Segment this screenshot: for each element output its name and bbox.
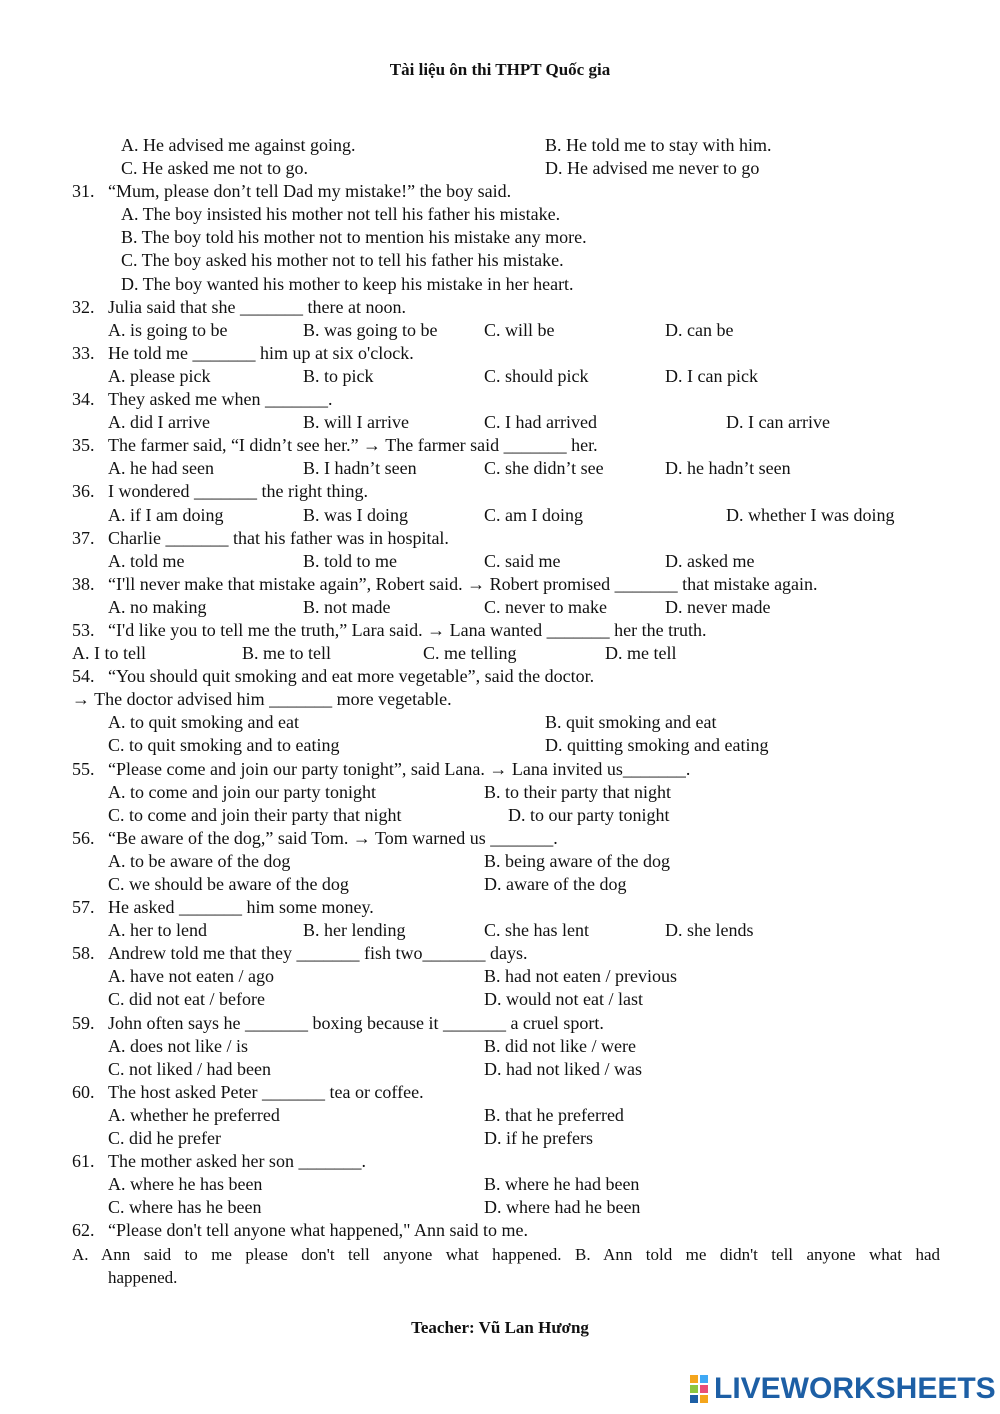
question-line bbox=[0, 1173, 1000, 1196]
question-line bbox=[0, 1058, 1000, 1081]
question-text: “Please don't tell anyone what happened," Ann said to me. bbox=[108, 1220, 528, 1241]
question-line bbox=[0, 1035, 1000, 1058]
answer-option: C. where has he been bbox=[108, 1197, 262, 1218]
question-line bbox=[0, 642, 1000, 665]
question-line bbox=[0, 688, 1000, 711]
answer-option: D. He advised me never to go bbox=[545, 158, 760, 179]
question-number: 33. bbox=[72, 342, 95, 363]
question-line bbox=[0, 1104, 1000, 1127]
question-number: 34. bbox=[72, 389, 95, 410]
question-line bbox=[0, 134, 1000, 157]
question-line bbox=[0, 157, 1000, 180]
answer-option: B. me to tell bbox=[242, 643, 331, 664]
question-line bbox=[0, 1150, 1000, 1173]
answer-option: B. will I arrive bbox=[303, 412, 409, 433]
question-line bbox=[0, 1196, 1000, 1219]
answer-option: C. not liked / had been bbox=[108, 1058, 271, 1079]
question-line bbox=[0, 988, 1000, 1011]
answer-option-continued: happened. bbox=[108, 1267, 178, 1287]
question-line bbox=[0, 734, 1000, 757]
answer-option: B. her lending bbox=[303, 920, 406, 941]
answer-option: C. we should be aware of the dog bbox=[108, 874, 349, 894]
question-line bbox=[0, 619, 1000, 642]
answer-option: B. The boy told his mother not to mention his mistake any more. bbox=[121, 227, 587, 248]
question-number: 32. bbox=[72, 296, 95, 317]
answer-option: C. she has lent bbox=[484, 920, 589, 941]
question-line bbox=[0, 596, 1000, 619]
question-text: The farmer said, “I didn’t see her.” → The farmer said _______ her. bbox=[108, 435, 598, 456]
question-number: 57. bbox=[72, 897, 95, 918]
answer-option: A. where he has been bbox=[108, 1174, 263, 1195]
question-text: “You should quit smoking and eat more vegetable”, said the doctor. bbox=[108, 666, 595, 687]
question-line bbox=[0, 758, 1000, 781]
answer-option: D. to our party tonight bbox=[508, 804, 670, 825]
answer-option: A. her to lend bbox=[108, 920, 207, 941]
answer-option: D. she lends bbox=[665, 920, 754, 941]
answer-option: A. have not eaten / ago bbox=[108, 966, 274, 987]
question-text: He told me _______ him up at six o'clock. bbox=[108, 342, 414, 363]
question-line bbox=[0, 296, 1000, 319]
answer-option: C. should pick bbox=[484, 365, 589, 386]
answer-option: C. I had arrived bbox=[484, 412, 597, 433]
answer-option: D. would not eat / last bbox=[484, 989, 643, 1010]
answer-option: A. told me bbox=[108, 550, 185, 571]
answer-option: A. to quit smoking and eat bbox=[108, 712, 299, 733]
question-number: 59. bbox=[72, 1012, 95, 1033]
question-list bbox=[0, 134, 1000, 1289]
question-line bbox=[0, 1266, 1000, 1289]
answer-option: A. He advised me against going. bbox=[121, 135, 356, 155]
question-text: Andrew told me that they _______ fish two_______ days. bbox=[108, 943, 528, 964]
answer-option: C. me telling bbox=[423, 643, 517, 664]
question-line bbox=[0, 573, 1000, 596]
question-text: “Be aware of the dog,” said Tom. → Tom warned us _______. bbox=[108, 827, 558, 848]
question-number: 54. bbox=[72, 666, 95, 687]
answer-option: B. being aware of the dog bbox=[484, 850, 670, 871]
question-line bbox=[0, 1243, 1000, 1266]
question-line bbox=[0, 781, 1000, 804]
question-text: They asked me when _______. bbox=[108, 389, 333, 410]
question-line bbox=[0, 273, 1000, 296]
answer-option: C. to come and join their party that night bbox=[108, 804, 402, 825]
answer-option: A. whether he preferred bbox=[108, 1104, 280, 1125]
answer-option: D. I can arrive bbox=[726, 412, 830, 433]
answer-option: A. please pick bbox=[108, 365, 211, 386]
question-text: John often says he _______ boxing because it _______ a cruel sport. bbox=[108, 1012, 604, 1033]
answer-arrow-line: → The doctor advised him _______ more vegetable. bbox=[72, 689, 452, 710]
answer-option: D. he hadn’t seen bbox=[665, 458, 791, 479]
liveworksheets-logo-icon bbox=[690, 1375, 710, 1403]
answer-option: D. The boy wanted his mother to keep his mistake in her heart. bbox=[121, 273, 574, 294]
question-line bbox=[0, 342, 1000, 365]
question-line bbox=[0, 434, 1000, 457]
answer-option: C. did he prefer bbox=[108, 1128, 221, 1149]
answer-option: A. does not like / is bbox=[108, 1035, 248, 1056]
answer-option: C. did not eat / before bbox=[108, 989, 265, 1010]
answer-option: B. did not like / were bbox=[484, 1035, 636, 1056]
question-number: 56. bbox=[72, 827, 95, 848]
question-line bbox=[0, 388, 1000, 411]
question-line bbox=[0, 827, 1000, 850]
answer-option: B. was I doing bbox=[303, 504, 408, 525]
question-line bbox=[0, 942, 1000, 965]
question-text: Julia said that she _______ there at noon. bbox=[108, 296, 406, 317]
answer-option: B. I hadn’t seen bbox=[303, 458, 417, 479]
question-line bbox=[0, 550, 1000, 573]
answer-option: D. I can pick bbox=[665, 365, 758, 386]
answer-option: D. if he prefers bbox=[484, 1128, 593, 1149]
answer-option: A. is going to be bbox=[108, 319, 228, 340]
question-number: 55. bbox=[72, 758, 95, 779]
answer-option: C. she didn’t see bbox=[484, 458, 604, 479]
question-number: 58. bbox=[72, 943, 95, 964]
answer-option: C. to quit smoking and to eating bbox=[108, 735, 340, 756]
answer-option: A. I to tell bbox=[72, 643, 146, 664]
question-number: 31. bbox=[72, 181, 95, 202]
answer-option: C. He asked me not to go. bbox=[121, 158, 308, 179]
answer-option: A. to come and join our party tonight bbox=[108, 781, 376, 802]
question-number: 35. bbox=[72, 435, 95, 456]
answer-option: D. asked me bbox=[665, 550, 755, 571]
question-line bbox=[0, 711, 1000, 734]
answer-option: D. me tell bbox=[605, 643, 677, 664]
answer-option: A. did I arrive bbox=[108, 412, 210, 433]
answer-option: B. that he preferred bbox=[484, 1104, 624, 1125]
question-line bbox=[0, 203, 1000, 226]
answer-option: B. where he had been bbox=[484, 1174, 640, 1195]
answer-option: D. never made bbox=[665, 596, 771, 617]
question-line bbox=[0, 411, 1000, 434]
answer-option: D. where had he been bbox=[484, 1197, 641, 1218]
question-line bbox=[0, 457, 1000, 480]
answer-option: D. had not liked / was bbox=[484, 1058, 642, 1079]
answer-option: C. will be bbox=[484, 319, 555, 340]
question-line bbox=[0, 896, 1000, 919]
question-line bbox=[0, 965, 1000, 988]
answer-option: A. Ann said to me please don't tell anyone what happened. B. Ann told me didn't tell anyone what had bbox=[72, 1244, 940, 1264]
question-number: 53. bbox=[72, 619, 95, 640]
question-line bbox=[0, 504, 1000, 527]
answer-option: D. quitting smoking and eating bbox=[545, 735, 769, 756]
question-line bbox=[0, 665, 1000, 688]
question-line bbox=[0, 1219, 1000, 1242]
question-number: 36. bbox=[72, 481, 95, 502]
question-number: 62. bbox=[72, 1220, 95, 1241]
question-line bbox=[0, 480, 1000, 503]
answer-option: B. quit smoking and eat bbox=[545, 712, 717, 733]
question-number: 38. bbox=[72, 573, 95, 594]
question-line bbox=[0, 804, 1000, 827]
answer-option: C. never to make bbox=[484, 596, 607, 617]
answer-option: D. aware of the dog bbox=[484, 874, 627, 894]
page-header: Tài liệu ôn thi THPT Quốc gia bbox=[389, 60, 611, 79]
question-text: He asked _______ him some money. bbox=[108, 897, 374, 918]
question-line bbox=[0, 919, 1000, 942]
answer-option: A. to be aware of the dog bbox=[108, 850, 291, 871]
question-line bbox=[0, 873, 1000, 896]
question-text: “Mum, please don’t tell Dad my mistake!” the boy said. bbox=[108, 181, 512, 202]
answer-option: C. am I doing bbox=[484, 504, 583, 525]
answer-option: B. had not eaten / previous bbox=[484, 966, 677, 987]
question-line bbox=[0, 180, 1000, 203]
question-text: The mother asked her son _______. bbox=[108, 1151, 366, 1172]
question-text: I wondered _______ the right thing. bbox=[108, 481, 368, 502]
answer-option: B. not made bbox=[303, 596, 391, 617]
question-line bbox=[0, 1081, 1000, 1104]
question-line bbox=[0, 365, 1000, 388]
question-line bbox=[0, 850, 1000, 873]
answer-option: B. told to me bbox=[303, 550, 397, 571]
answer-option: D. whether I was doing bbox=[726, 504, 895, 525]
question-number: 60. bbox=[72, 1081, 95, 1102]
answer-option: C. The boy asked his mother not to tell his father his mistake. bbox=[121, 250, 564, 271]
question-number: 37. bbox=[72, 527, 95, 548]
question-line bbox=[0, 249, 1000, 272]
liveworksheets-logo[interactable] bbox=[690, 1372, 996, 1406]
liveworksheets-logo-text: LIVEWORKSHEETS bbox=[714, 1372, 996, 1405]
answer-option: D. can be bbox=[665, 319, 734, 340]
answer-option: B. was going to be bbox=[303, 319, 438, 340]
question-line bbox=[0, 527, 1000, 550]
question-text: Charlie _______ that his father was in hospital. bbox=[108, 527, 449, 548]
question-text: “I'd like you to tell me the truth,” Lara said. → Lana wanted _______ her the truth. bbox=[108, 619, 707, 640]
question-line bbox=[0, 226, 1000, 249]
question-line bbox=[0, 1127, 1000, 1150]
answer-option: C. said me bbox=[484, 550, 561, 571]
page-footer: Teacher: Vũ Lan Hương bbox=[411, 1318, 589, 1337]
question-number: 61. bbox=[72, 1151, 95, 1172]
answer-option: B. He told me to stay with him. bbox=[545, 135, 772, 155]
question-text: “I'll never make that mistake again”, Robert said. → Robert promised _______ that mistake again. bbox=[108, 573, 818, 594]
question-line bbox=[0, 319, 1000, 342]
answer-option: B. to their party that night bbox=[484, 781, 671, 802]
question-line bbox=[0, 1012, 1000, 1035]
question-text: “Please come and join our party tonight”, said Lana. → Lana invited us_______. bbox=[108, 758, 691, 779]
answer-option: A. he had seen bbox=[108, 458, 214, 479]
answer-option: A. if I am doing bbox=[108, 504, 224, 525]
answer-option: A. no making bbox=[108, 596, 207, 617]
question-text: The host asked Peter _______ tea or coffee. bbox=[108, 1081, 424, 1102]
answer-option: A. The boy insisted his mother not tell his father his mistake. bbox=[121, 204, 561, 225]
answer-option: B. to pick bbox=[303, 365, 374, 386]
